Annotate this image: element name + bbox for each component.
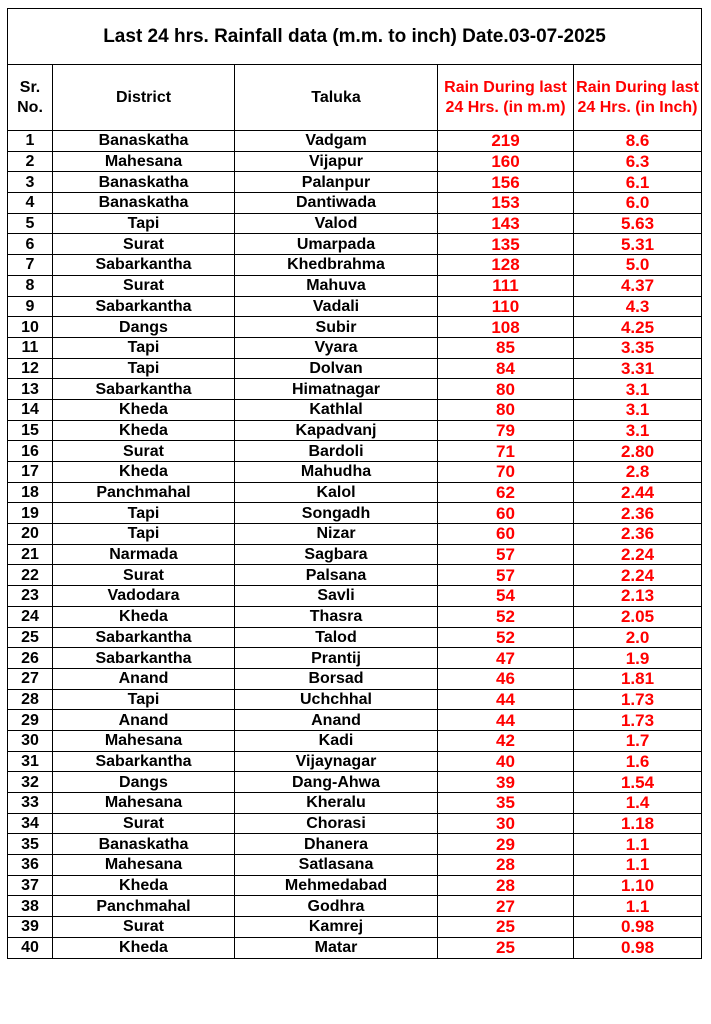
rain-mm-cell: 47 xyxy=(438,648,574,669)
rain-inch-cell: 4.37 xyxy=(574,275,702,296)
rain-inch-cell: 3.1 xyxy=(574,420,702,441)
district-cell: Mahesana xyxy=(53,730,235,751)
district-cell: Mahesana xyxy=(53,855,235,876)
rain-mm-cell: 111 xyxy=(438,275,574,296)
sr-no-cell: 15 xyxy=(8,420,53,441)
rain-inch-cell: 2.80 xyxy=(574,441,702,462)
rain-mm-cell: 35 xyxy=(438,793,574,814)
table-row xyxy=(8,441,702,462)
rain-mm-cell: 153 xyxy=(438,193,574,214)
rain-inch-cell: 1.18 xyxy=(574,813,702,834)
rain-mm-cell: 44 xyxy=(438,689,574,710)
sr-no-cell: 12 xyxy=(8,358,53,379)
district-cell: Vadodara xyxy=(53,586,235,607)
sr-no-cell: 20 xyxy=(8,524,53,545)
rain-inch-cell: 6.1 xyxy=(574,172,702,193)
sr-no-cell: 39 xyxy=(8,917,53,938)
sr-no-cell: 2 xyxy=(8,151,53,172)
district-cell: Panchmahal xyxy=(53,482,235,503)
taluka-cell: Vadgam xyxy=(235,131,438,152)
rain-mm-cell: 143 xyxy=(438,213,574,234)
district-cell: Sabarkantha xyxy=(53,648,235,669)
taluka-cell: Matar xyxy=(235,937,438,958)
district-cell: Narmada xyxy=(53,544,235,565)
table-row xyxy=(8,606,702,627)
header-sr-no: Sr. No. xyxy=(8,65,53,131)
rain-mm-cell: 46 xyxy=(438,668,574,689)
rain-mm-cell: 29 xyxy=(438,834,574,855)
table-row xyxy=(8,855,702,876)
taluka-cell: Dang-Ahwa xyxy=(235,772,438,793)
sr-no-cell: 10 xyxy=(8,317,53,338)
rain-inch-cell: 2.24 xyxy=(574,544,702,565)
district-cell: Tapi xyxy=(53,524,235,545)
table-row xyxy=(8,420,702,441)
taluka-cell: Kheralu xyxy=(235,793,438,814)
sr-no-cell: 1 xyxy=(8,131,53,152)
district-cell: Mahesana xyxy=(53,793,235,814)
table-row xyxy=(8,255,702,276)
district-cell: Surat xyxy=(53,813,235,834)
sr-no-cell: 34 xyxy=(8,813,53,834)
taluka-cell: Vyara xyxy=(235,337,438,358)
sr-no-cell: 30 xyxy=(8,730,53,751)
sr-no-cell: 19 xyxy=(8,503,53,524)
rain-mm-cell: 156 xyxy=(438,172,574,193)
table-row xyxy=(8,834,702,855)
rain-inch-cell: 5.0 xyxy=(574,255,702,276)
rain-mm-cell: 70 xyxy=(438,462,574,483)
table-body xyxy=(8,131,702,959)
taluka-cell: Nizar xyxy=(235,524,438,545)
rain-mm-cell: 30 xyxy=(438,813,574,834)
district-cell: Sabarkantha xyxy=(53,379,235,400)
rain-inch-cell: 2.36 xyxy=(574,503,702,524)
rain-inch-cell: 0.98 xyxy=(574,917,702,938)
taluka-cell: Borsad xyxy=(235,668,438,689)
table-row xyxy=(8,917,702,938)
rain-inch-cell: 2.24 xyxy=(574,565,702,586)
rain-mm-cell: 25 xyxy=(438,917,574,938)
sr-no-cell: 38 xyxy=(8,896,53,917)
header-district: District xyxy=(53,65,235,131)
rain-mm-cell: 28 xyxy=(438,855,574,876)
sr-no-cell: 16 xyxy=(8,441,53,462)
sr-no-cell: 13 xyxy=(8,379,53,400)
taluka-cell: Sagbara xyxy=(235,544,438,565)
taluka-cell: Khedbrahma xyxy=(235,255,438,276)
rain-mm-cell: 60 xyxy=(438,524,574,545)
rain-inch-cell: 3.35 xyxy=(574,337,702,358)
district-cell: Banaskatha xyxy=(53,131,235,152)
rain-mm-cell: 27 xyxy=(438,896,574,917)
district-cell: Anand xyxy=(53,668,235,689)
taluka-cell: Umarpada xyxy=(235,234,438,255)
rain-inch-cell: 4.25 xyxy=(574,317,702,338)
district-cell: Banaskatha xyxy=(53,172,235,193)
table-row xyxy=(8,813,702,834)
taluka-cell: Palsana xyxy=(235,565,438,586)
district-cell: Sabarkantha xyxy=(53,751,235,772)
table-title: Last 24 hrs. Rainfall data (m.m. to inch) Date.03-07-2025 xyxy=(8,9,702,65)
table-row xyxy=(8,710,702,731)
sr-no-cell: 14 xyxy=(8,399,53,420)
district-cell: Kheda xyxy=(53,399,235,420)
header-taluka: Taluka xyxy=(235,65,438,131)
rain-inch-cell: 1.73 xyxy=(574,689,702,710)
sr-no-cell: 27 xyxy=(8,668,53,689)
district-cell: Kheda xyxy=(53,606,235,627)
sr-no-cell: 29 xyxy=(8,710,53,731)
rain-mm-cell: 57 xyxy=(438,565,574,586)
table-row xyxy=(8,172,702,193)
district-cell: Sabarkantha xyxy=(53,296,235,317)
table-row xyxy=(8,627,702,648)
taluka-cell: Vijaynagar xyxy=(235,751,438,772)
rainfall-table xyxy=(7,8,702,959)
taluka-cell: Kathlal xyxy=(235,399,438,420)
rain-mm-cell: 44 xyxy=(438,710,574,731)
sr-no-cell: 21 xyxy=(8,544,53,565)
district-cell: Surat xyxy=(53,565,235,586)
table-row xyxy=(8,875,702,896)
district-cell: Mahesana xyxy=(53,151,235,172)
rain-mm-cell: 79 xyxy=(438,420,574,441)
sr-no-cell: 33 xyxy=(8,793,53,814)
taluka-cell: Mahuva xyxy=(235,275,438,296)
rain-inch-cell: 8.6 xyxy=(574,131,702,152)
sr-no-cell: 37 xyxy=(8,875,53,896)
table-row xyxy=(8,193,702,214)
rain-mm-cell: 28 xyxy=(438,875,574,896)
rain-inch-cell: 1.81 xyxy=(574,668,702,689)
rain-inch-cell: 0.98 xyxy=(574,937,702,958)
taluka-cell: Satlasana xyxy=(235,855,438,876)
table-row xyxy=(8,151,702,172)
table-row xyxy=(8,689,702,710)
rain-inch-cell: 1.6 xyxy=(574,751,702,772)
rain-mm-cell: 128 xyxy=(438,255,574,276)
district-cell: Anand xyxy=(53,710,235,731)
district-cell: Sabarkantha xyxy=(53,255,235,276)
table-row xyxy=(8,730,702,751)
rain-inch-cell: 1.54 xyxy=(574,772,702,793)
rain-mm-cell: 52 xyxy=(438,627,574,648)
table-row xyxy=(8,793,702,814)
table-row xyxy=(8,524,702,545)
sr-no-cell: 40 xyxy=(8,937,53,958)
taluka-cell: Uchchhal xyxy=(235,689,438,710)
district-cell: Surat xyxy=(53,441,235,462)
taluka-cell: Dhanera xyxy=(235,834,438,855)
header-rain-mm: Rain During last 24 Hrs. (in m.m) xyxy=(438,65,574,131)
rain-mm-cell: 135 xyxy=(438,234,574,255)
taluka-cell: Dantiwada xyxy=(235,193,438,214)
rain-inch-cell: 2.8 xyxy=(574,462,702,483)
district-cell: Sabarkantha xyxy=(53,627,235,648)
table-row xyxy=(8,399,702,420)
table-row xyxy=(8,937,702,958)
taluka-cell: Valod xyxy=(235,213,438,234)
rain-inch-cell: 1.73 xyxy=(574,710,702,731)
sr-no-cell: 23 xyxy=(8,586,53,607)
sr-no-cell: 11 xyxy=(8,337,53,358)
rainfall-sheet xyxy=(7,8,701,959)
district-cell: Tapi xyxy=(53,689,235,710)
rain-mm-cell: 85 xyxy=(438,337,574,358)
rain-inch-cell: 5.63 xyxy=(574,213,702,234)
rain-inch-cell: 2.44 xyxy=(574,482,702,503)
rain-inch-cell: 1.1 xyxy=(574,834,702,855)
table-row xyxy=(8,379,702,400)
rain-mm-cell: 219 xyxy=(438,131,574,152)
taluka-cell: Savli xyxy=(235,586,438,607)
district-cell: Kheda xyxy=(53,937,235,958)
table-row xyxy=(8,131,702,152)
taluka-cell: Kapadvanj xyxy=(235,420,438,441)
rain-mm-cell: 108 xyxy=(438,317,574,338)
taluka-cell: Chorasi xyxy=(235,813,438,834)
rain-inch-cell: 1.1 xyxy=(574,855,702,876)
table-row xyxy=(8,234,702,255)
taluka-cell: Kadi xyxy=(235,730,438,751)
taluka-cell: Godhra xyxy=(235,896,438,917)
sr-no-cell: 9 xyxy=(8,296,53,317)
district-cell: Tapi xyxy=(53,337,235,358)
taluka-cell: Thasra xyxy=(235,606,438,627)
rain-mm-cell: 57 xyxy=(438,544,574,565)
rain-inch-cell: 2.0 xyxy=(574,627,702,648)
district-cell: Tapi xyxy=(53,503,235,524)
rain-inch-cell: 3.1 xyxy=(574,379,702,400)
taluka-cell: Vijapur xyxy=(235,151,438,172)
sr-no-cell: 7 xyxy=(8,255,53,276)
table-row xyxy=(8,462,702,483)
rain-mm-cell: 42 xyxy=(438,730,574,751)
rain-inch-cell: 1.7 xyxy=(574,730,702,751)
district-cell: Tapi xyxy=(53,213,235,234)
rain-mm-cell: 52 xyxy=(438,606,574,627)
rain-inch-cell: 3.1 xyxy=(574,399,702,420)
rain-inch-cell: 2.13 xyxy=(574,586,702,607)
district-cell: Kheda xyxy=(53,875,235,896)
rain-inch-cell: 1.10 xyxy=(574,875,702,896)
rain-mm-cell: 71 xyxy=(438,441,574,462)
rain-mm-cell: 110 xyxy=(438,296,574,317)
rain-inch-cell: 6.3 xyxy=(574,151,702,172)
sr-no-cell: 25 xyxy=(8,627,53,648)
taluka-cell: Talod xyxy=(235,627,438,648)
rain-inch-cell: 1.9 xyxy=(574,648,702,669)
taluka-cell: Prantij xyxy=(235,648,438,669)
rain-mm-cell: 25 xyxy=(438,937,574,958)
sr-no-cell: 26 xyxy=(8,648,53,669)
rain-inch-cell: 1.1 xyxy=(574,896,702,917)
rain-mm-cell: 39 xyxy=(438,772,574,793)
table-row xyxy=(8,337,702,358)
rain-inch-cell: 2.36 xyxy=(574,524,702,545)
district-cell: Tapi xyxy=(53,358,235,379)
sr-no-cell: 4 xyxy=(8,193,53,214)
rain-inch-cell: 1.4 xyxy=(574,793,702,814)
taluka-cell: Anand xyxy=(235,710,438,731)
sr-no-cell: 3 xyxy=(8,172,53,193)
table-row xyxy=(8,772,702,793)
taluka-cell: Kamrej xyxy=(235,917,438,938)
taluka-cell: Kalol xyxy=(235,482,438,503)
rain-mm-cell: 62 xyxy=(438,482,574,503)
sr-no-cell: 36 xyxy=(8,855,53,876)
district-cell: Panchmahal xyxy=(53,896,235,917)
district-cell: Kheda xyxy=(53,420,235,441)
taluka-cell: Mehmedabad xyxy=(235,875,438,896)
table-row xyxy=(8,358,702,379)
rain-mm-cell: 40 xyxy=(438,751,574,772)
sr-no-cell: 18 xyxy=(8,482,53,503)
table-row xyxy=(8,275,702,296)
sr-no-cell: 8 xyxy=(8,275,53,296)
rain-inch-cell: 6.0 xyxy=(574,193,702,214)
rain-mm-cell: 84 xyxy=(438,358,574,379)
district-cell: Dangs xyxy=(53,317,235,338)
district-cell: Banaskatha xyxy=(53,834,235,855)
header-rain-inch: Rain During last 24 Hrs. (in Inch) xyxy=(574,65,702,131)
sr-no-cell: 35 xyxy=(8,834,53,855)
taluka-cell: Subir xyxy=(235,317,438,338)
table-row xyxy=(8,751,702,772)
rain-mm-cell: 80 xyxy=(438,379,574,400)
rain-mm-cell: 160 xyxy=(438,151,574,172)
district-cell: Surat xyxy=(53,917,235,938)
taluka-cell: Vadali xyxy=(235,296,438,317)
sr-no-cell: 17 xyxy=(8,462,53,483)
table-row xyxy=(8,317,702,338)
rain-inch-cell: 4.3 xyxy=(574,296,702,317)
table-row xyxy=(8,668,702,689)
sr-no-cell: 28 xyxy=(8,689,53,710)
table-row xyxy=(8,296,702,317)
district-cell: Kheda xyxy=(53,462,235,483)
table-row xyxy=(8,213,702,234)
taluka-cell: Palanpur xyxy=(235,172,438,193)
table-row xyxy=(8,503,702,524)
district-cell: Dangs xyxy=(53,772,235,793)
sr-no-cell: 6 xyxy=(8,234,53,255)
rain-mm-cell: 54 xyxy=(438,586,574,607)
taluka-cell: Bardoli xyxy=(235,441,438,462)
sr-no-cell: 22 xyxy=(8,565,53,586)
rain-inch-cell: 3.31 xyxy=(574,358,702,379)
district-cell: Surat xyxy=(53,234,235,255)
sr-no-cell: 32 xyxy=(8,772,53,793)
rain-inch-cell: 5.31 xyxy=(574,234,702,255)
table-row xyxy=(8,544,702,565)
sr-no-cell: 5 xyxy=(8,213,53,234)
sr-no-cell: 31 xyxy=(8,751,53,772)
district-cell: Surat xyxy=(53,275,235,296)
rain-inch-cell: 2.05 xyxy=(574,606,702,627)
taluka-cell: Himatnagar xyxy=(235,379,438,400)
table-row xyxy=(8,648,702,669)
sr-no-cell: 24 xyxy=(8,606,53,627)
table-row xyxy=(8,896,702,917)
table-row xyxy=(8,482,702,503)
table-row xyxy=(8,586,702,607)
rain-mm-cell: 60 xyxy=(438,503,574,524)
rain-mm-cell: 80 xyxy=(438,399,574,420)
taluka-cell: Mahudha xyxy=(235,462,438,483)
taluka-cell: Dolvan xyxy=(235,358,438,379)
district-cell: Banaskatha xyxy=(53,193,235,214)
taluka-cell: Songadh xyxy=(235,503,438,524)
table-row xyxy=(8,565,702,586)
